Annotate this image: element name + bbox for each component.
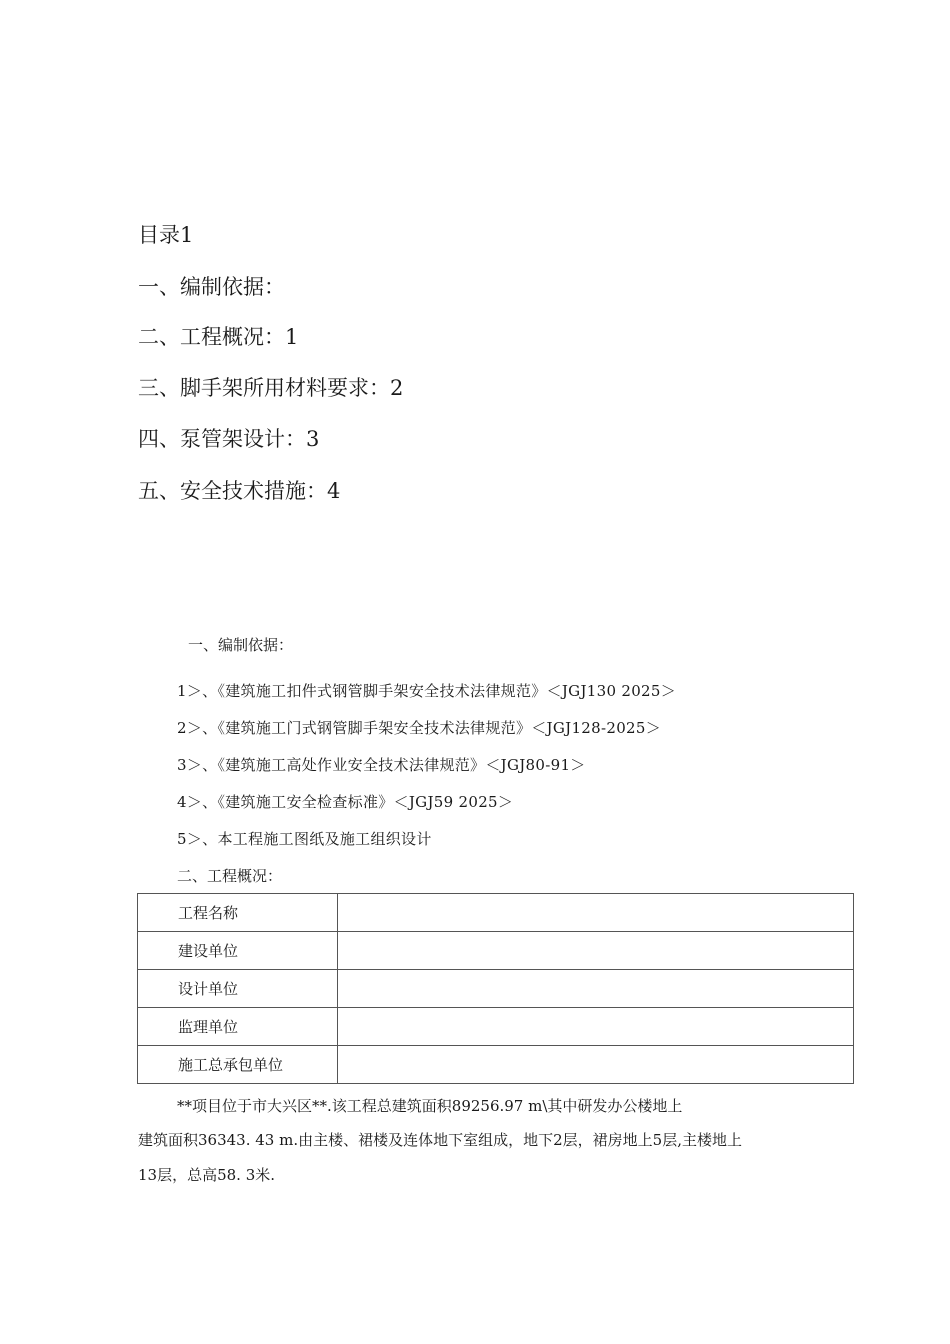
reference-item: 2＞、《建筑施工门式钢管脚手架安全技术法律规范》＜JGJ128-2025＞ [177, 719, 662, 737]
row-value [338, 970, 854, 1008]
row-label: 工程名称 [138, 894, 338, 932]
table-row [138, 1008, 854, 1046]
reference-item: 5＞、本工程施工图纸及施工组织设计 [177, 830, 432, 848]
row-value [338, 1046, 854, 1084]
toc-title: 目录1 [138, 223, 194, 247]
row-value [338, 894, 854, 932]
table-row [138, 970, 854, 1008]
overview-paragraph-line: 13层，总高58. 3米. [138, 1166, 276, 1184]
row-label: 建设单位 [138, 932, 338, 970]
table-row [138, 1046, 854, 1084]
row-label: 监理单位 [138, 1008, 338, 1046]
reference-item: 1＞、《建筑施工扣件式钢管脚手架安全技术法律规范》＜JGJ130 2025＞ [177, 682, 677, 700]
row-value [338, 1008, 854, 1046]
toc-item: 二、工程概况：1 [138, 325, 299, 349]
reference-item: 4＞、《建筑施工安全检查标准》＜JGJ59 2025＞ [177, 793, 514, 811]
reference-item: 3＞、《建筑施工高处作业安全技术法律规范》＜JGJ80-91＞ [177, 756, 586, 774]
row-label: 设计单位 [138, 970, 338, 1008]
toc-item: 五、安全技术措施：4 [138, 479, 341, 503]
row-label: 施工总承包单位 [138, 1046, 338, 1084]
toc-item: 四、泵管架设计：3 [138, 427, 320, 451]
toc-item: 一、编制依据： [138, 275, 285, 299]
row-value [338, 932, 854, 970]
table-row [138, 894, 854, 932]
project-info-table [137, 893, 854, 1084]
section-heading: 二、工程概况： [177, 867, 283, 885]
overview-paragraph-line: **项目位于市大兴区**.该工程总建筑面积89256.97 m\其中研发办公楼地上 [177, 1097, 683, 1115]
overview-paragraph-line: 建筑面积36343. 43 m.由主楼、裙楼及连体地下室组成，地下2层，裙房地上5层,主楼地上 [138, 1131, 742, 1149]
section-heading: 一、编制依据： [188, 636, 294, 654]
toc-item: 三、脚手架所用材料要求：2 [138, 376, 404, 400]
table-row [138, 932, 854, 970]
